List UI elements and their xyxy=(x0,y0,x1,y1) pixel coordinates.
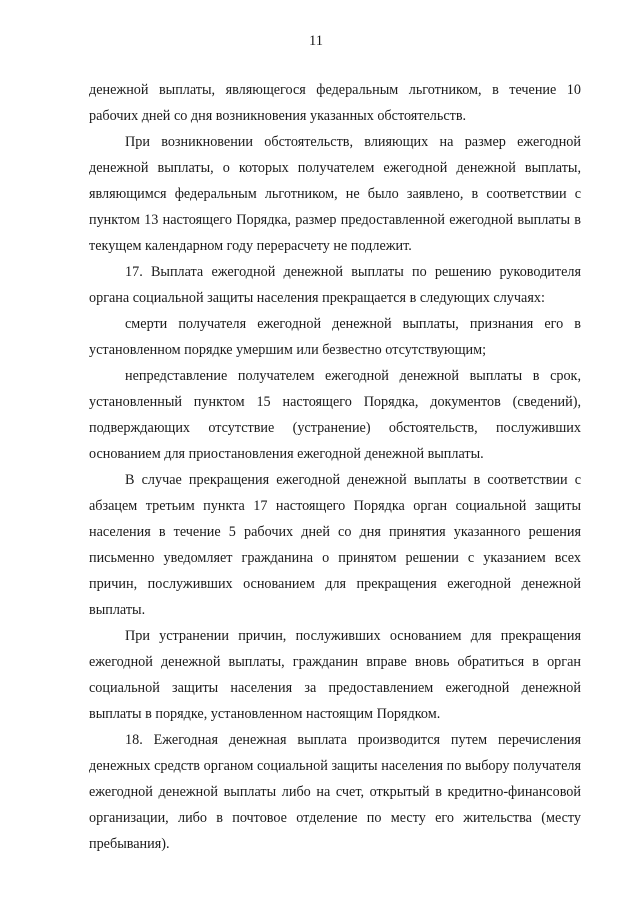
paragraph-reapplication: При устранении причин, послуживших основанием для прекращения ежегодной денежной выплаты, гражданин вправе вновь обратиться в орган социальной защиты населения за предоставлением ежегодной денежной выплаты в порядке, установленном настоящим Порядком. xyxy=(89,628,581,722)
paragraph-clause-17: 17. Выплата ежегодной денежной выплаты по решению руководителя органа социальной защиты населения прекращается в следующих случаях: xyxy=(89,264,581,306)
paragraph-continuation: денежной выплаты, являющегося федеральным льготником, в течение 10 рабочих дней со дня возникновения указанных обстоятельств. xyxy=(89,82,581,124)
paragraph-termination-notice: В случае прекращения ежегодной денежной выплаты в соответствии с абзацем третьим пункта 17 настоящего Порядка орган социальной защиты населения в течение 5 рабочих дней со дня принятия указанного решения письменно уведомляет гражданина о принятом решении с указанием всех причин, послуживших основанием для прекращения ежегодной денежной выплаты. xyxy=(89,472,581,618)
paragraph-clause-17-death: смерти получателя ежегодной денежной выплаты, признания его в установленном порядке умершим или безвестно отсутствующим; xyxy=(89,316,581,358)
paragraph-recalculation: При возникновении обстоятельств, влияющих на размер ежегодной денежной выплаты, о которых получателем ежегодной денежной выплаты, являющимся федеральным льготником, не было заявлено, в соответствии с пунктом 13 настоящего Порядка, размер предоставленной ежегодной выплаты в текущем календарном году перерасчету не подлежит. xyxy=(89,134,581,254)
paragraph-clause-18: 18. Ежегодная денежная выплата производится путем перечисления денежных средств органом социальной защиты населения по выбору получателя ежегодной денежной выплаты либо на счет, открытый в кредитно-финансовой организации, либо в почтовое отделение по месту его жительства (месту пребывания). xyxy=(89,732,581,852)
document-body xyxy=(89,77,581,857)
page-number: 11 xyxy=(309,33,323,49)
paragraph-clause-17-nonsubmission: непредставление получателем ежегодной денежной выплаты в срок, установленный пунктом 15 настоящего Порядка, документов (сведений), подверждающих отсутствие (устранение) обстоятельств, послуживших основанием для приостановления ежегодной денежной выплаты. xyxy=(89,368,581,462)
